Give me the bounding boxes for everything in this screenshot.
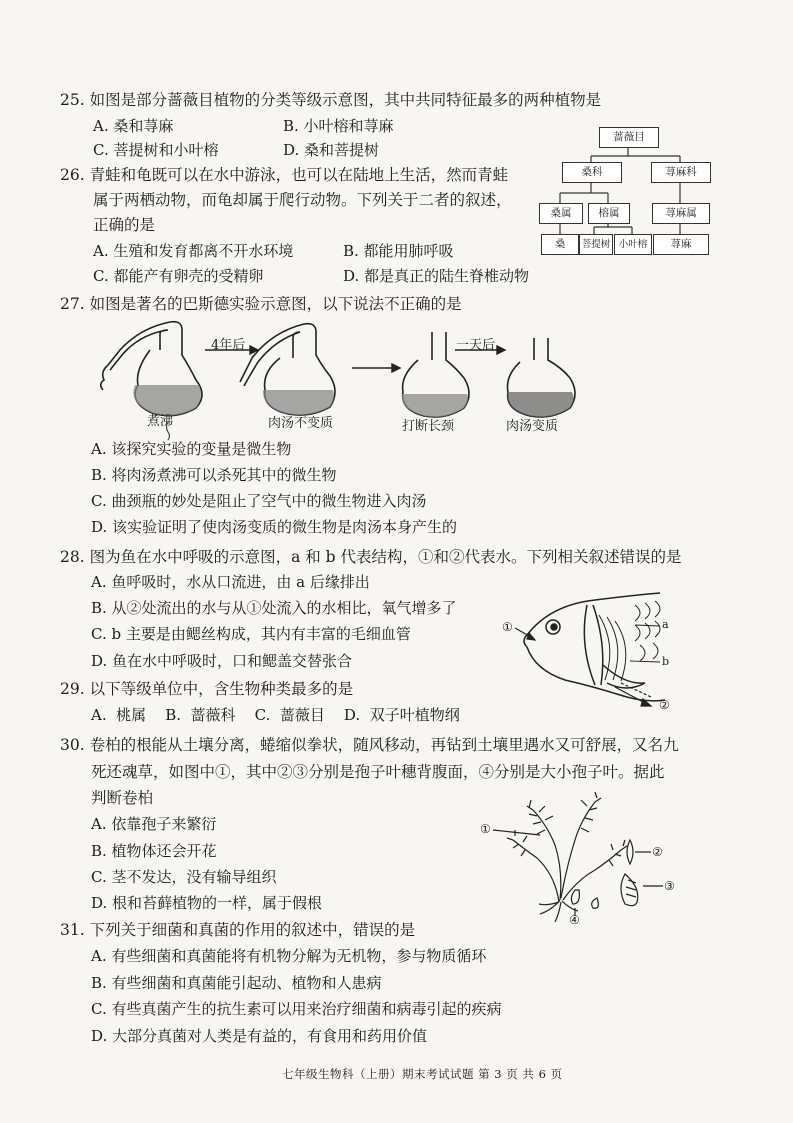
- selaginella-label-1: ①: [480, 822, 491, 836]
- q30-stem-line1: 30. 卷柏的根能从土壤分离，蜷缩似拳状，随风移动，再钻到土壤里遇水又可舒展，又名九: [60, 736, 679, 754]
- q26-stem-line1: 26. 青蛙和龟既可以在水中游泳，也可以在陆地上生活，然而青蛙: [60, 166, 509, 184]
- caption-no-spoil: 肉汤不变质: [268, 416, 334, 431]
- q30-stem-line3: 判断卷柏: [91, 789, 154, 807]
- q28-option-d: D. 鱼在水中呼吸时，口和鳃盖交替张合: [91, 652, 353, 670]
- q25-option-a: A. 桑和荨麻: [93, 117, 174, 135]
- q25-option-b: B. 小叶榕和荨麻: [283, 117, 394, 135]
- q25-option-d: D. 桑和菩提树: [283, 141, 380, 159]
- q28-option-b: B. 从②处流出的水与从①处流入的水相比，氧气增多了: [91, 599, 457, 617]
- selaginella-label-2: ②: [652, 845, 663, 859]
- fish-label-2: ②: [659, 698, 670, 712]
- tree-species-3: 小叶榕: [614, 234, 652, 255]
- q26-stem-line3: 正确的是: [93, 216, 156, 234]
- tree-genus-2: 榕属: [588, 203, 630, 224]
- tree-species-4: 荨麻: [653, 234, 709, 255]
- tree-species-1: 桑: [541, 234, 579, 255]
- pasteur-flasks: [0, 310, 793, 450]
- fish-drawing: [495, 585, 695, 715]
- q31-option-b: B. 有些细菌和真菌能引起动、植物和人患病: [91, 974, 382, 992]
- arrow-label-4-years: 4年后: [211, 338, 246, 353]
- q27-option-b: B. 将肉汤煮沸可以杀死其中的微生物: [91, 466, 337, 484]
- q26-stem-line2: 属于两栖动物，而龟却属于爬行动物。下列关于二者的叙述，: [93, 191, 512, 209]
- q30-option-c: C. 茎不发达，没有输导组织: [91, 868, 277, 886]
- tree-family-1: 桑科: [562, 162, 622, 183]
- q25-stem: 25. 如图是部分蔷薇目植物的分类等级示意图，其中共同特征最多的两种植物是: [60, 91, 602, 109]
- q31-option-a: A. 有些细菌和真菌能将有机物分解为无机物，参与物质循环: [91, 947, 487, 965]
- selaginella-label-3: ③: [664, 879, 675, 893]
- q27-option-a: A. 该探究实验的变量是微生物: [91, 440, 292, 458]
- tree-genus-1: 桑属: [539, 203, 583, 224]
- q25-option-c: C. 菩提树和小叶榕: [93, 141, 219, 159]
- caption-break-neck: 打断长颈: [402, 419, 455, 434]
- q27-option-c: C. 曲颈瓶的妙处是阻止了空气中的微生物进入肉汤: [91, 492, 427, 510]
- q28-stem: 28. 图为鱼在水中呼吸的示意图，a 和 b 代表结构，①和②代表水。下列相关叙述错误的是: [60, 548, 682, 566]
- q27-option-d: D. 该实验证明了使肉汤变质的微生物是肉汤本身产生的: [91, 518, 458, 536]
- caption-spoiled: 肉汤变质: [506, 419, 559, 434]
- caption-boil: 煮沸: [147, 414, 174, 429]
- arrow-label-one-day: 一天后: [456, 338, 496, 353]
- q26-option-d: D. 都是真正的陆生脊椎动物: [343, 267, 530, 285]
- q27-stem: 27. 如图是著名的巴斯德实验示意图，以下说法不正确的是: [60, 295, 462, 313]
- q30-option-a: A. 依靠孢子来繁衍: [91, 815, 217, 833]
- q26-option-a: A. 生殖和发育都离不开水环境: [93, 242, 294, 260]
- fish-label-a: a: [662, 618, 669, 631]
- tree-family-2: 荨麻科: [651, 162, 711, 183]
- q30-option-b: B. 植物体还会开花: [91, 842, 217, 860]
- fish-label-1: ①: [502, 620, 513, 634]
- q29-stem: 29. 以下等级单位中，含生物种类最多的是: [60, 680, 354, 698]
- q26-option-b: B. 都能用肺呼吸: [343, 242, 454, 260]
- q31-option-c: C. 有些真菌产生的抗生素可以用来治疗细菌和病毒引起的疾病: [91, 1000, 502, 1018]
- q31-option-d: D. 大部分真菌对人类是有益的，有食用和药用价值: [91, 1027, 428, 1045]
- selaginella-drawing: [485, 790, 695, 930]
- q28-option-c: C. b 主要是由鳃丝构成，其内有丰富的毛细血管: [91, 625, 411, 643]
- tree-order: 蔷薇目: [599, 127, 659, 148]
- q30-option-d: D. 根和苔藓植物的一样，属于假根: [91, 894, 323, 912]
- q30-stem-line2: 死还魂草，如图中①，其中②③分别是孢子叶穗背腹面，④分别是大小孢子叶。据此: [91, 763, 665, 781]
- q31-stem: 31. 下列关于细菌和真菌的作用的叙述中，错误的是: [60, 921, 416, 939]
- q28-option-a: A. 鱼呼吸时，水从口流进，由 a 后缘排出: [91, 573, 370, 591]
- selaginella-label-4: ④: [569, 913, 580, 927]
- tree-genus-3: 荨麻属: [652, 203, 710, 224]
- page-footer: 七年级生物科（上册）期末考试试题 第 3 页 共 6 页: [282, 1067, 563, 1081]
- fish-label-b: b: [662, 655, 670, 668]
- q29-options: A. 桃属 B. 蔷薇科 C. 蔷薇目 D. 双子叶植物纲: [91, 706, 460, 724]
- tree-species-2: 菩提树: [579, 234, 613, 255]
- q26-option-c: C. 都能产有卵壳的受精卵: [93, 267, 264, 285]
